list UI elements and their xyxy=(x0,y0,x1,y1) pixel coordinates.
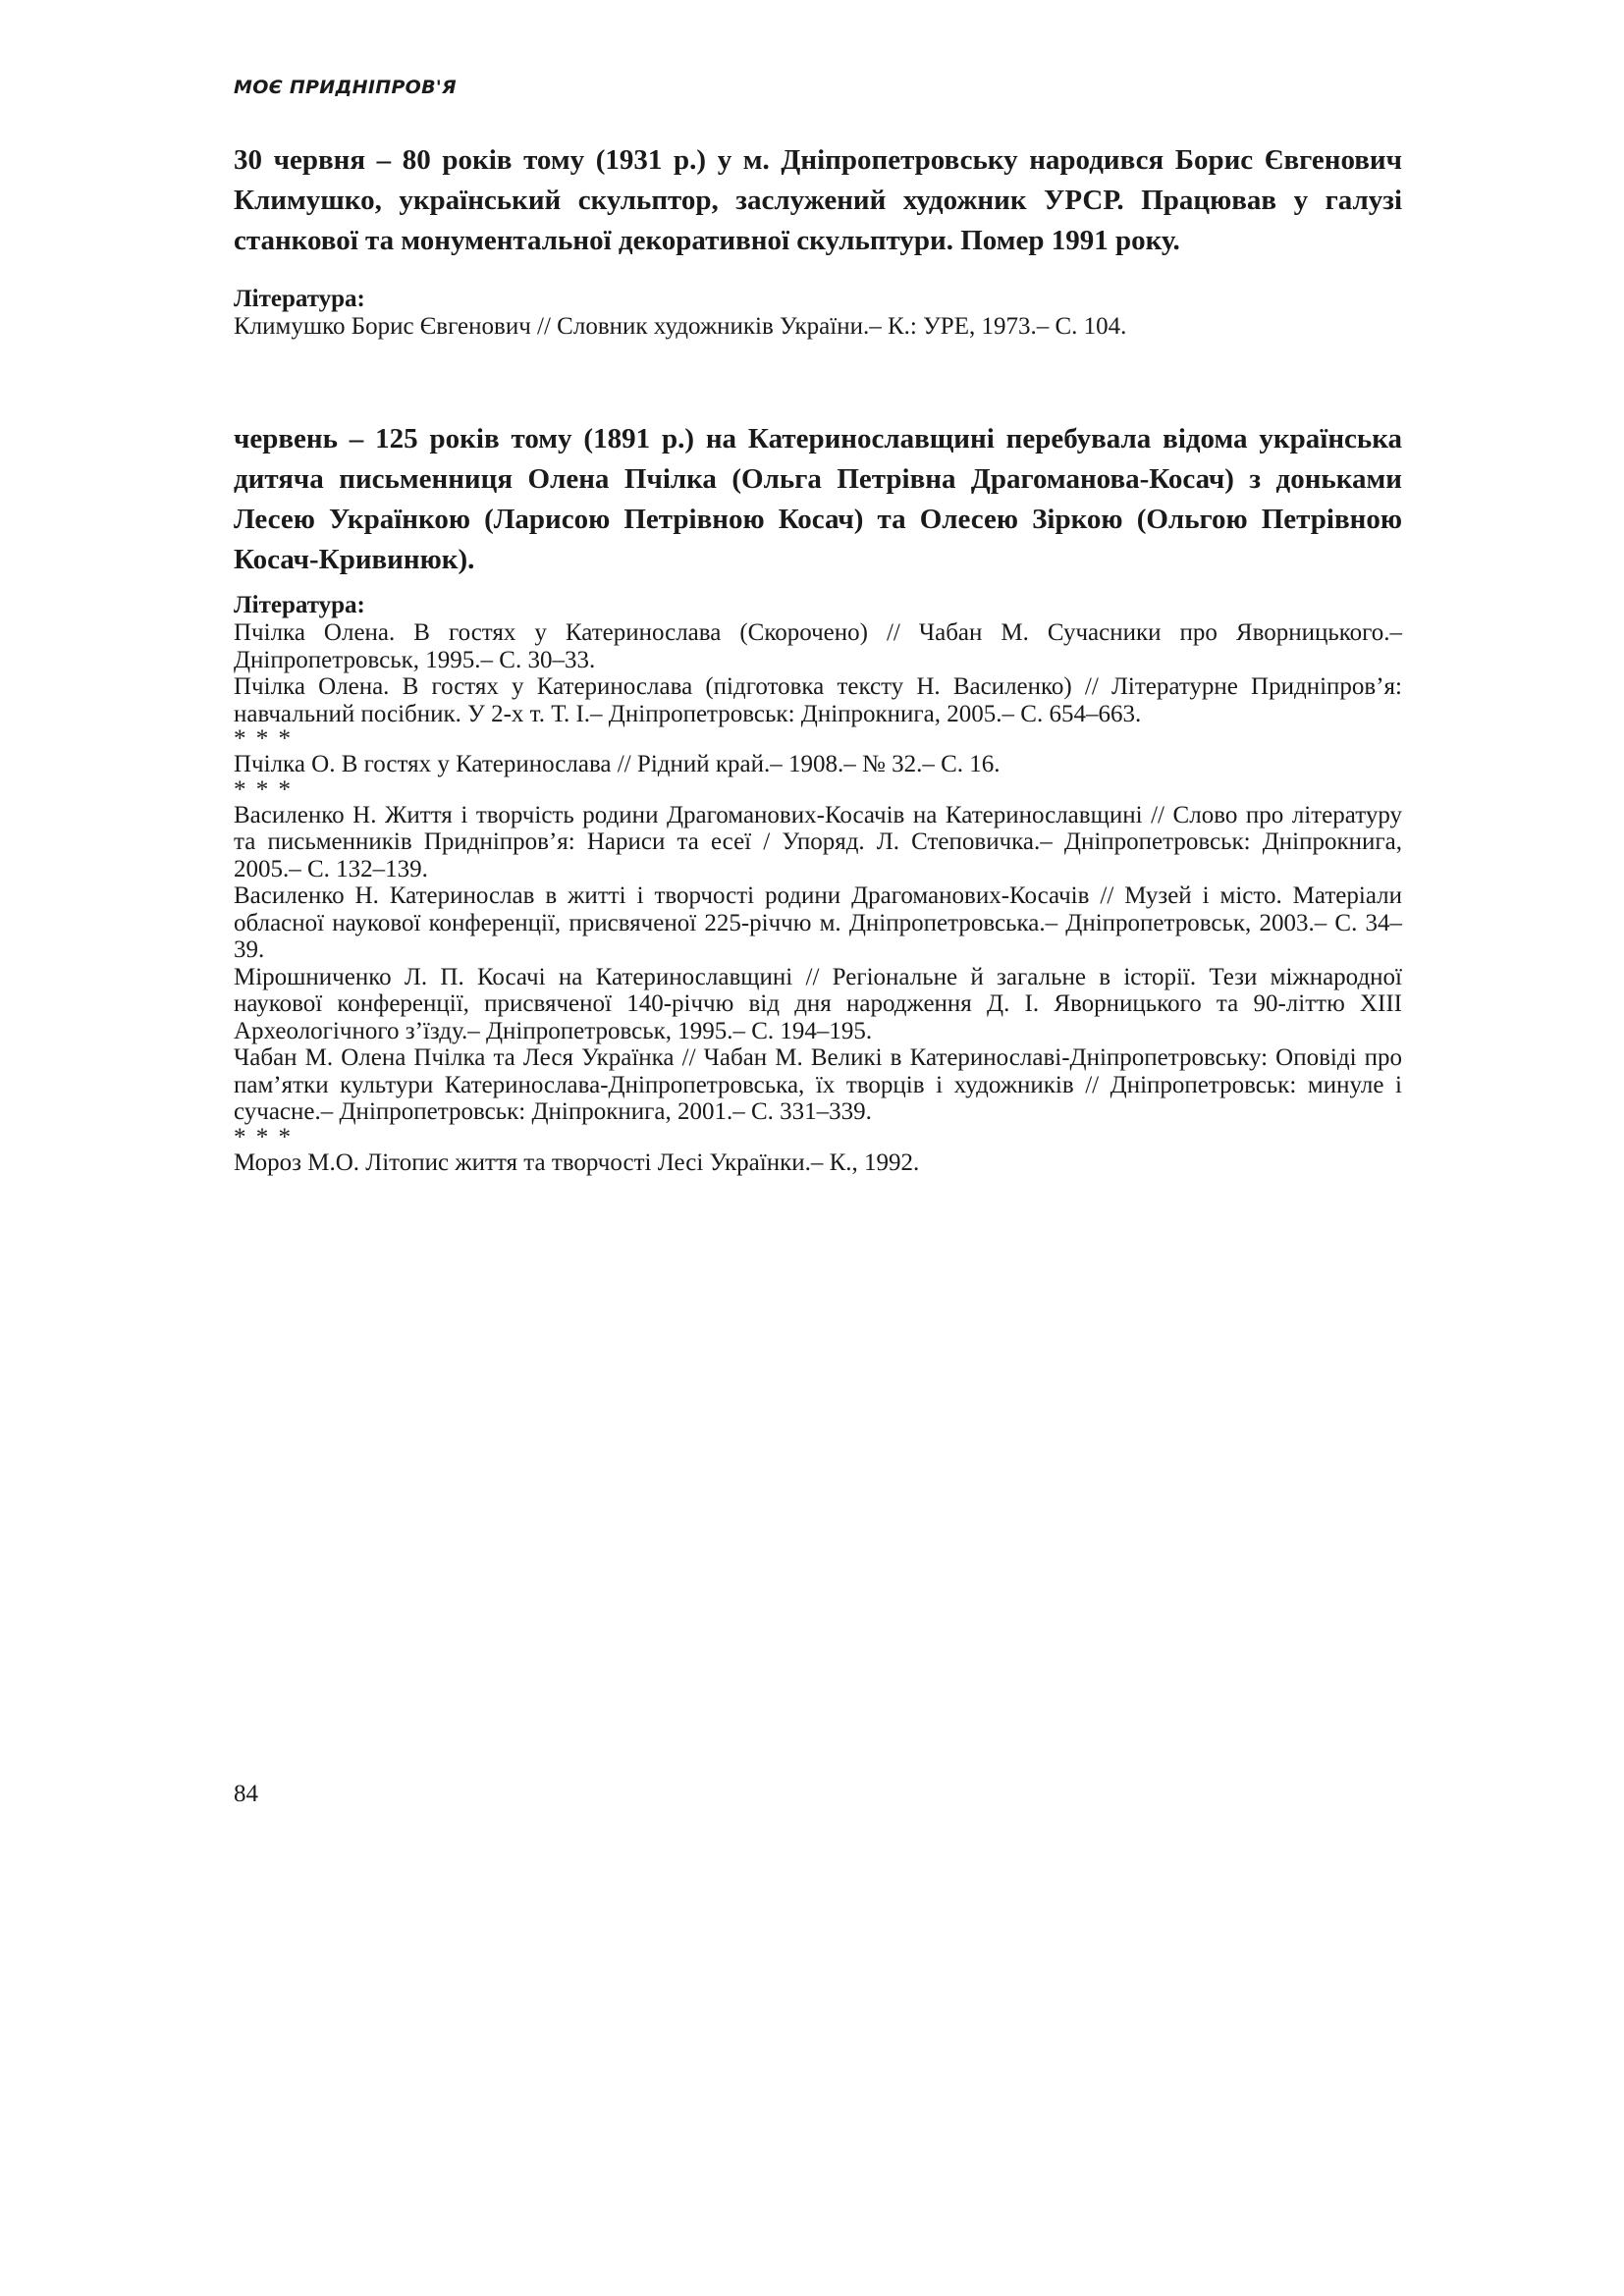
literature-item: Василенко Н. Життя і творчість родини Драгоманових-Косачів на Катеринославщині // Слово про літературу та письменників Придніпров’я: Нариси та есеї / Упоряд. Л. Степовичка.– Дніпропетровськ: Дніпрокнига, 2005.– С. 132–139. xyxy=(234,801,1402,882)
literature-item: Пчілка Олена. В гостях у Катеринослава (Скорочено) // Чабан М. Сучасники про Яворницького.– Дніпропетровськ, 1995.– С. 30–33. xyxy=(234,619,1402,673)
entry-announcement: 30 червня – 80 років тому (1931 р.) у м. Дніпропетровську народився Борис Євгенович Климушко, український скульптор, заслужений художник УРСР. Працював у галузі станкової та монументальної декоративної скульптури. Помер 1991 року. xyxy=(234,144,1402,256)
literature-section-pchilka xyxy=(234,592,1402,1176)
literature-item: Пчілка О. В гостях у Катеринослава // Рідний край.– 1908.– № 32.– С. 16. xyxy=(234,751,1001,777)
literature-item: Пчілка Олена. В гостях у Катеринослава (підготовка тексту Н. Василенко) // Літературне Придніпров’я: навчальний посібник. У 2-х т. Т. І.– Дніпропетровськ: Дніпрокнига, 2005.– С. 654–663. xyxy=(234,673,1402,727)
literature-heading: Література: xyxy=(234,286,365,312)
literature-item: Мороз М.О. Літопис життя та творчості Лесі Українки.– К., 1992. xyxy=(234,1148,920,1176)
entry-pchilka xyxy=(234,419,1402,580)
literature-item: Климушко Борис Євгенович // Словник художників України.– К.: УРЕ, 1973.– С. 104. xyxy=(234,313,1127,340)
literature-item: Чабан М. Олена Пчілка та Леся Українка // Чабан М. Великі в Катеринославі-Дніпропетровську: Оповіді про пам’ятки культури Катеринослава-Дніпропетровська, їх творців і художників // Дніпропетровськ: минуле і сучасне.– Дніпропетровськ: Дніпрокнига, 2001.– С. 331–339. xyxy=(234,1044,1402,1125)
literature-section-klymushko xyxy=(234,286,1402,341)
section-separator: * * * xyxy=(234,1123,293,1150)
literature-list xyxy=(234,313,1402,341)
entry-klymushko xyxy=(234,140,1402,261)
literature-list xyxy=(234,619,1402,1176)
page-number: 84 xyxy=(234,1781,258,1807)
running-head: МОЄ ПРИДНІПРОВ'Я xyxy=(234,77,457,98)
literature-heading: Література: xyxy=(234,592,365,618)
entry-announcement: червень – 125 років тому (1891 р.) на Катеринославщині перебувала відома українська дитяча письменниця Олена Пчілка (Ольга Петрівна Драгоманова-Косач) з доньками Лесею Українкою (Ларисою Петрівною Косач) та Олесею Зіркою (Ольгою Петрівною Косач-Кривинюк). xyxy=(234,423,1402,575)
section-separator: * * * xyxy=(234,725,293,752)
section-separator: * * * xyxy=(234,775,293,803)
literature-item: Василенко Н. Катеринослав в житті і творчості родини Драгоманових-Косачів // Музей і місто. Матеріали обласної наукової конференції, присвяченої 225-річчю м. Дніпропетровська.– Дніпропетровськ, 2003.– С. 34–39. xyxy=(234,882,1402,963)
literature-item: Мірошниченко Л. П. Косачі на Катеринославщині // Регіональне й загальне в історії. Тези міжнародної наукової конференції, присвяченої 140-річчю від дня народження Д. І. Яворницького та 90-літтю ХІІІ Археологічного з’їзду.– Дніпропетровськ, 1995.– С. 194–195. xyxy=(234,963,1402,1044)
